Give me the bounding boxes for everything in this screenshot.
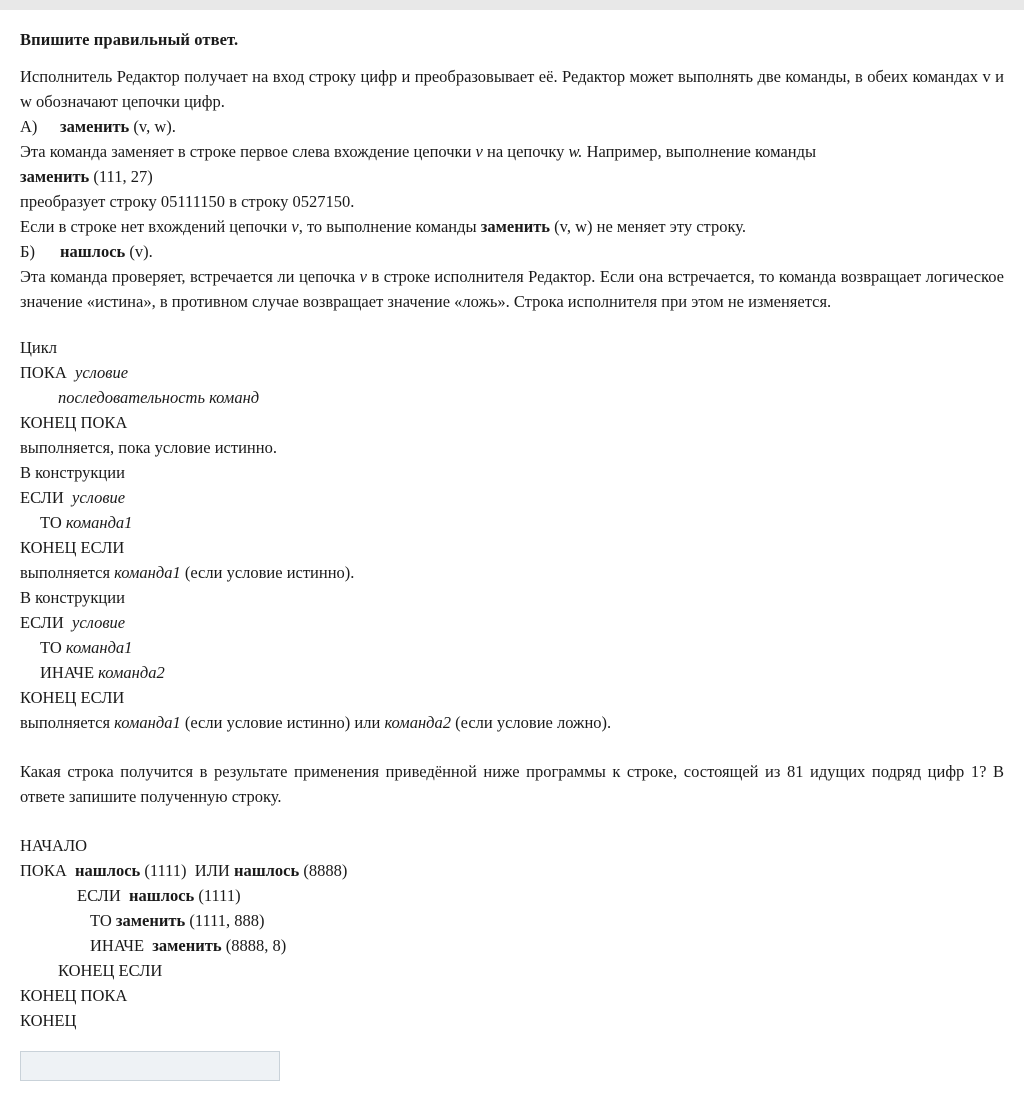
command-a-desc-3: преобразует строку 05111150 в строку 0527150. xyxy=(20,192,355,211)
cycle-body-line xyxy=(20,385,1004,410)
intro-paragraph xyxy=(20,64,1004,114)
spacer-2 xyxy=(20,735,1004,759)
command-a-args: (v, w). xyxy=(133,117,176,136)
program-if-arg: (1111) xyxy=(198,886,241,905)
a-desc-1-part2: на цепочку xyxy=(482,142,569,161)
command-b-letter: Б) xyxy=(20,242,35,261)
if2-note-command2: команда2 xyxy=(384,713,451,732)
document-page xyxy=(0,10,1024,1081)
program-while-line xyxy=(20,858,1004,883)
program-while-found-2: нашлось xyxy=(233,861,300,880)
command-a-desc-2 xyxy=(20,164,1004,189)
program-while-arg-2: (8888) xyxy=(303,861,348,880)
a-desc-1-part3: Например, выполнение команды xyxy=(582,142,817,161)
answer-input[interactable] xyxy=(20,1051,280,1081)
program-if-found: нашлось xyxy=(129,886,195,905)
cycle-end-line: КОНЕЦ ПОКА xyxy=(20,413,128,432)
program-then-line xyxy=(20,908,1004,933)
program-while-or: ИЛИ xyxy=(194,861,230,880)
b-desc-part1: Эта команда проверяет, встречается ли цепочка xyxy=(20,267,360,286)
if2-note-part1: выполняется xyxy=(20,713,115,732)
if2-condition: условие xyxy=(72,613,126,632)
a-desc-4-name: заменить xyxy=(480,217,551,236)
program-while-keyword: ПОКА xyxy=(20,861,67,880)
command-b-desc xyxy=(20,264,1004,314)
if1-then-line xyxy=(20,510,1004,535)
program-end-while: КОНЕЦ ПОКА xyxy=(20,986,128,1005)
program-if-keyword: ЕСЛИ xyxy=(77,886,121,905)
if2-command2: команда2 xyxy=(98,663,165,682)
cycle-while-condition: условие xyxy=(75,363,129,382)
a-desc-4-part2: , то выполнение команды xyxy=(298,217,481,236)
if2-else-keyword: ИНАЧЕ xyxy=(40,663,95,682)
command-a-line xyxy=(20,114,1004,139)
if2-then-keyword: ТО xyxy=(40,638,62,657)
if2-command1: команда1 xyxy=(65,638,133,657)
if1-if-keyword: ЕСЛИ xyxy=(20,488,64,507)
program-if-line xyxy=(20,883,1004,908)
if2-note-part3: (если условие ложно). xyxy=(450,713,612,732)
program-begin: НАЧАЛО xyxy=(20,836,88,855)
if2-if-line xyxy=(20,610,1004,635)
b-desc-v: v xyxy=(359,267,367,286)
cycle-body-text: последовательность команд xyxy=(58,388,260,407)
a-desc-2-args: (111, 27) xyxy=(93,167,153,186)
cycle-header: Цикл xyxy=(20,338,57,357)
if2-note-command1: команда1 xyxy=(114,713,181,732)
if1-end-line: КОНЕЦ ЕСЛИ xyxy=(20,538,125,557)
program-else-keyword: ИНАЧЕ xyxy=(90,936,145,955)
program-end-if: КОНЕЦ ЕСЛИ xyxy=(58,961,163,980)
if1-then-keyword: ТО xyxy=(40,513,62,532)
if1-intro: В конструкции xyxy=(20,463,125,482)
command-a-desc-1 xyxy=(20,139,1004,164)
question-paragraph: Какая строка получится в результате применения приведённой ниже программы к строке, состоящей из 81 идущих подряд цифр 1? В ответе запишите полученную строку. xyxy=(20,762,1004,806)
command-a-letter: А) xyxy=(20,117,38,136)
if1-condition: условие xyxy=(72,488,126,507)
a-desc-4-v: v xyxy=(291,217,299,236)
program-else-command: заменить xyxy=(152,936,222,955)
a-desc-4-part3: (v, w) не меняет эту строку. xyxy=(550,217,746,236)
cycle-while-line xyxy=(20,360,1004,385)
program-while-found-1: нашлось xyxy=(75,861,141,880)
if2-intro: В конструкции xyxy=(20,588,125,607)
command-b-line xyxy=(20,239,1004,264)
top-bar xyxy=(0,0,1024,10)
if1-command1: команда1 xyxy=(65,513,133,532)
intro-text: Исполнитель Редактор получает на вход строку цифр и преобразовывает её. Редактор может выполнять две команды, в обеих командах v и w обозначают цепочки цифр. xyxy=(20,67,1004,111)
cycle-while-keyword: ПОКА xyxy=(20,363,67,382)
a-desc-1-v: v xyxy=(475,142,483,161)
program-then-command: заменить xyxy=(115,911,186,930)
if1-note-part2: (если условие истинно). xyxy=(180,563,355,582)
command-a-name: заменить xyxy=(60,117,130,136)
command-b-name: нашлось xyxy=(60,242,126,261)
cycle-note-line: выполняется, пока условие истинно. xyxy=(20,438,277,457)
a-desc-1-part1: Эта команда заменяет в строке первое слева вхождение цепочки xyxy=(20,142,476,161)
program-end: КОНЕЦ xyxy=(20,1011,77,1030)
command-b-args: (v). xyxy=(129,242,153,261)
page-title: Впишите правильный ответ. xyxy=(20,30,239,49)
if2-then-line xyxy=(20,635,1004,660)
spacer-3 xyxy=(20,809,1004,833)
program-else-line xyxy=(20,933,1004,958)
command-a-desc-4 xyxy=(20,214,1004,239)
b-desc-part2: в строке исполнителя Редактор. Если она встречается, то команда возвращает логическое значение «истина», в противном случае возвращает значение «ложь». Строка исполнителя при этом не изменяется. xyxy=(20,267,1005,311)
a-desc-1-w: w. xyxy=(568,142,583,161)
if2-else-line xyxy=(20,660,1004,685)
program-else-arg: (8888, 8) xyxy=(225,936,287,955)
if2-note-line xyxy=(20,710,1004,735)
if2-note-part2: (если условие истинно) или xyxy=(180,713,385,732)
program-while-arg-1: (1111) xyxy=(144,861,187,880)
if1-if-line xyxy=(20,485,1004,510)
if2-if-keyword: ЕСЛИ xyxy=(20,613,64,632)
a-desc-4-part1: Если в строке нет вхождений цепочки xyxy=(20,217,292,236)
if2-end-line: КОНЕЦ ЕСЛИ xyxy=(20,688,125,707)
spacer-1 xyxy=(20,314,1004,335)
program-then-arg: (1111, 888) xyxy=(189,911,265,930)
program-then-keyword: ТО xyxy=(90,911,112,930)
if1-note-line xyxy=(20,560,1004,585)
a-desc-2-name: заменить xyxy=(20,167,90,186)
if1-note-part1: выполняется xyxy=(20,563,115,582)
if1-note-command: команда1 xyxy=(114,563,181,582)
